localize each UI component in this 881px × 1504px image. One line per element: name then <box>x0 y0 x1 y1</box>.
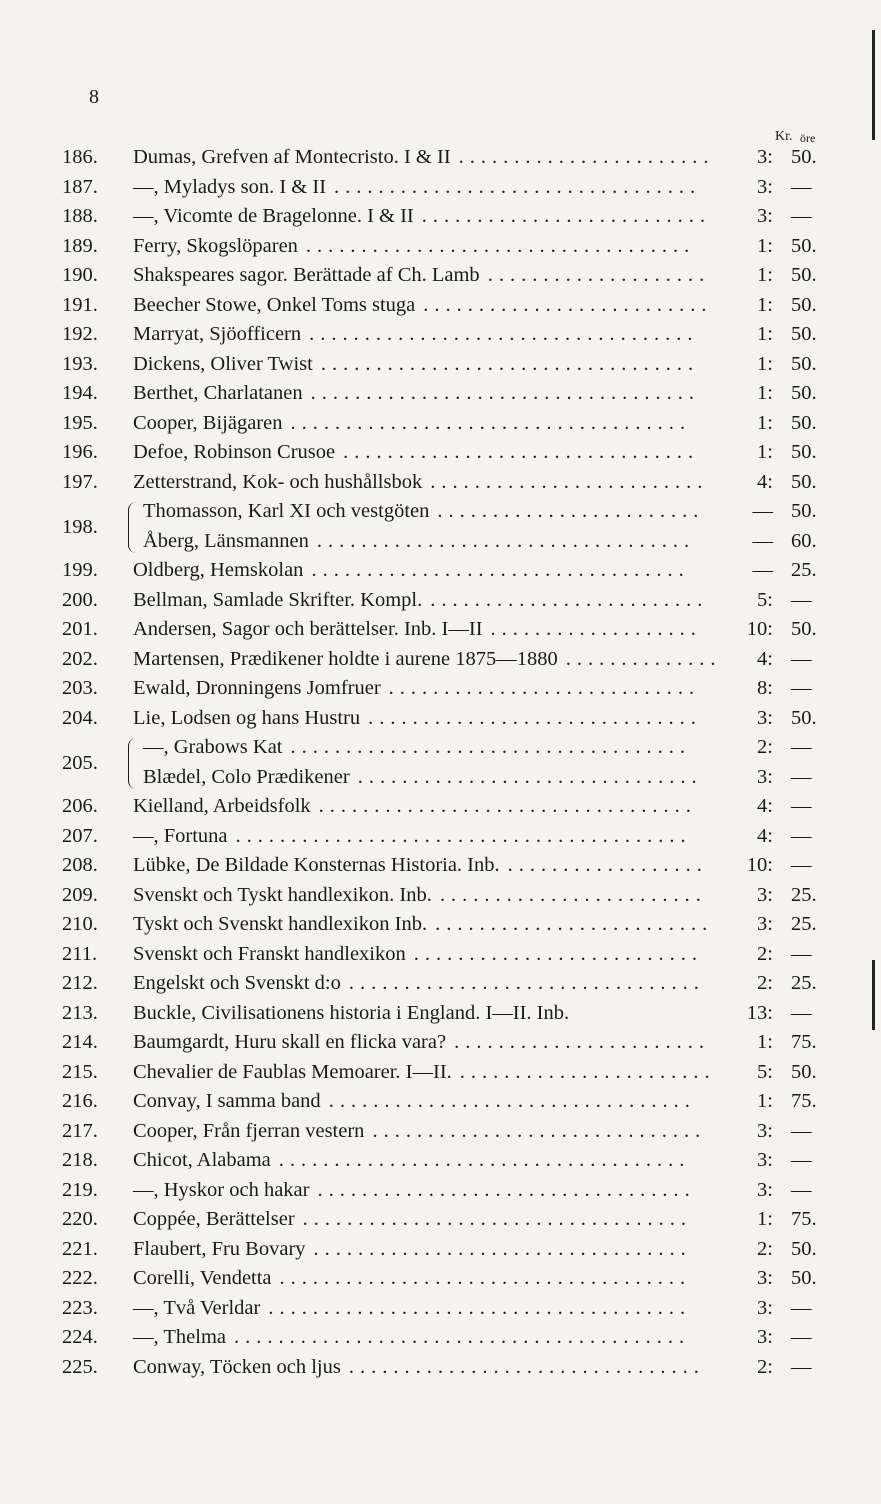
entry-title <box>133 707 702 730</box>
price-kronor: 8: <box>757 677 773 699</box>
dot-leader: ......................... <box>430 470 709 493</box>
entry-title <box>133 559 690 582</box>
entry-title-text: —, Hyskor och hakar <box>133 1178 310 1201</box>
entry-title-text: Engelskt och Svenskt d:o <box>133 972 341 994</box>
catalog-entry <box>0 940 881 970</box>
catalog-entry <box>0 1323 881 1353</box>
price-ore: 75. <box>791 1208 817 1230</box>
entry-title-text: Defoe, Robinson Crusoe <box>133 441 336 463</box>
catalog-entry <box>0 202 881 232</box>
dot-leader: .................... <box>487 264 711 286</box>
dot-leader: .................................... <box>290 736 691 758</box>
price-kronor: 1: <box>757 234 773 257</box>
price-ore: 60. <box>791 529 817 552</box>
price-ore: — <box>791 854 812 876</box>
price-ore: 25. <box>791 883 817 906</box>
entry-title-text: Baumgardt, Huru skall en flicka vara? <box>133 1031 447 1053</box>
price-ore: 50. <box>791 1060 817 1083</box>
dot-leader: ................................ <box>348 1355 705 1378</box>
entry-title <box>133 353 699 376</box>
price-ore: — <box>791 1001 812 1024</box>
dot-leader: ..................................... <box>279 1267 692 1289</box>
entry-title <box>133 235 695 258</box>
dot-leader: ............................... <box>357 765 703 788</box>
entry-title-text: —, Grabows Kat <box>143 736 283 758</box>
entry-title <box>133 1090 696 1113</box>
entry-number: 205. <box>62 751 98 774</box>
dot-leader: ......................................... <box>234 1326 691 1348</box>
catalog-entry <box>0 704 881 734</box>
price-kronor: 4: <box>757 647 773 670</box>
entry-title-text: Corelli, Vendetta <box>133 1267 272 1289</box>
catalog-entry <box>0 1087 881 1117</box>
entry-title-text: Åberg, Länsmannen <box>143 529 309 552</box>
entry-number: 211. <box>62 942 98 965</box>
dot-leader: .................................. <box>316 529 696 552</box>
dot-leader: .................. <box>507 854 708 876</box>
entry-number: 198. <box>62 515 98 538</box>
price-ore: 50. <box>791 706 817 729</box>
entry-title-text: Zetterstrand, Kok- och hushållsbok <box>133 470 423 493</box>
catalog-entry <box>0 1294 881 1324</box>
entry-number: 225. <box>62 1355 98 1378</box>
dot-leader: ................................ <box>343 441 700 463</box>
price-ore: — <box>791 824 812 847</box>
dot-leader: .................................. <box>320 352 700 375</box>
entry-title-text: Ferry, Skogslöparen <box>133 234 298 257</box>
ore-column-header: öre <box>800 131 816 145</box>
entry-title <box>133 1267 691 1290</box>
price-kronor: 1: <box>757 1090 773 1112</box>
price-ore: 25. <box>791 972 817 994</box>
catalog-entry <box>0 999 881 1029</box>
dot-leader: ................................... <box>309 323 699 345</box>
entry-number: 210. <box>62 913 98 935</box>
entry-title <box>133 1238 692 1261</box>
catalog-entry <box>0 1264 881 1294</box>
entry-number: 222. <box>62 1267 98 1289</box>
price-kronor: 3: <box>757 1149 773 1171</box>
entry-number: 190. <box>62 264 98 286</box>
entry-number: 221. <box>62 1237 98 1260</box>
price-kronor: 3: <box>757 175 773 198</box>
price-kronor: 3: <box>757 883 773 906</box>
entry-title-text: Kielland, Arbeidsfolk <box>133 795 311 817</box>
entry-title <box>133 1031 710 1054</box>
dot-leader: ...................................... <box>268 1296 692 1319</box>
price-kronor: 3: <box>757 1267 773 1289</box>
price-ore: 50. <box>791 382 817 404</box>
catalog-entry <box>0 1235 881 1265</box>
entry-title <box>133 884 707 907</box>
catalog-entry <box>0 556 881 586</box>
entry-title <box>133 677 700 700</box>
price-kronor: 10: <box>746 618 773 640</box>
catalog-entry <box>0 792 881 822</box>
price-kronor: 3: <box>757 1326 773 1348</box>
dot-leader: ................................... <box>310 382 701 404</box>
entry-number: 218. <box>62 1149 98 1171</box>
price-kronor: 1: <box>757 352 773 375</box>
price-ore: — <box>791 205 812 227</box>
price-ore: 50. <box>791 293 817 316</box>
group-brace <box>128 738 137 789</box>
price-kronor: 13: <box>746 1001 773 1024</box>
entry-title-text: Svenskt och Franskt handlexikon <box>133 942 406 965</box>
catalog-entry <box>0 645 881 675</box>
price-kronor: 2: <box>757 1237 773 1260</box>
price-ore: 75. <box>791 1090 817 1112</box>
entry-title-text: Buckle, Civilisationens historia i England. I—II. Inb. <box>133 1001 570 1024</box>
catalog-entry <box>0 615 881 645</box>
price-ore: 50. <box>791 500 817 522</box>
page-edge-mark <box>872 960 875 1030</box>
price-ore: 50. <box>791 1267 817 1289</box>
dot-leader: ............................ <box>388 677 701 699</box>
dot-leader: ................................... <box>305 234 696 257</box>
price-kronor: 4: <box>757 824 773 847</box>
catalog-entry <box>0 1205 881 1235</box>
page-edge-mark <box>872 30 875 140</box>
dot-leader: ....................... <box>454 1031 710 1053</box>
price-kronor: 1: <box>757 323 773 345</box>
dot-leader: ................................. <box>328 1090 696 1112</box>
entry-number: 224. <box>62 1326 98 1348</box>
entry-title-text: Thomasson, Karl XI och vestgöten <box>143 500 430 522</box>
price-ore: — <box>791 1149 812 1171</box>
price-ore: — <box>791 795 812 817</box>
entry-title-text: Oldberg, Hemskolan <box>133 559 304 581</box>
entry-number: 197. <box>62 470 98 493</box>
entry-title-text: Cooper, Bijägaren <box>133 411 283 434</box>
entry-number: 213. <box>62 1001 98 1024</box>
entry-title <box>133 1356 705 1379</box>
price-ore: 50. <box>791 1237 817 1260</box>
entry-title-text: Ewald, Dronningens Jomfruer <box>133 677 381 699</box>
catalog-entry <box>0 851 881 881</box>
price-ore: — <box>791 942 812 965</box>
dot-leader: .................................. <box>313 1237 692 1260</box>
price-kronor: 4: <box>757 470 773 493</box>
catalog-entry <box>0 1117 881 1147</box>
entry-title <box>133 1149 690 1172</box>
entry-title <box>133 1208 692 1231</box>
catalog-entry <box>0 1058 881 1088</box>
dot-leader: .................................. <box>317 1178 696 1201</box>
kr-column-header: Kr. <box>775 129 793 144</box>
entry-number: 202. <box>62 647 98 670</box>
entry-number: 220. <box>62 1208 98 1230</box>
price-ore: 50. <box>791 470 817 493</box>
entry-title-text: Marryat, Sjöofficern <box>133 323 302 345</box>
entry-title <box>133 648 721 671</box>
entry-title <box>133 589 708 612</box>
price-ore: — <box>791 647 812 670</box>
price-ore: 25. <box>791 913 817 935</box>
entry-number: 188. <box>62 205 98 227</box>
price-ore: 50. <box>791 323 817 345</box>
dot-leader: .............................. <box>368 706 702 729</box>
dot-leader: .......................... <box>423 293 713 316</box>
catalog-entry <box>0 881 881 911</box>
entry-number: 187. <box>62 175 98 198</box>
entry-title-text: Blædel, Colo Prædikener <box>143 765 350 788</box>
dot-leader: ................................ <box>348 972 705 994</box>
entry-number: 216. <box>62 1090 98 1112</box>
dot-leader: ......................... <box>435 913 714 935</box>
price-kronor: 1: <box>757 411 773 434</box>
catalog-entry <box>0 438 881 468</box>
price-ore: — <box>791 175 812 198</box>
entry-title-text: —, Vicomte de Bragelonne. I & II <box>133 205 414 227</box>
price-ore: — <box>791 765 812 788</box>
dot-leader: .................................. <box>311 559 690 581</box>
entry-title <box>133 441 699 464</box>
entry-number: 209. <box>62 883 98 906</box>
entry-number: 206. <box>62 795 98 817</box>
entry-title-text: Lie, Lodsen og hans Hustru <box>133 706 361 729</box>
price-kronor: 3: <box>757 1178 773 1201</box>
entry-title <box>133 618 702 641</box>
entry-number: 214. <box>62 1031 98 1053</box>
catalog-entry <box>0 261 881 291</box>
entry-title <box>133 1179 696 1202</box>
catalog-entry <box>0 468 881 498</box>
price-kronor: 3: <box>757 146 773 168</box>
entry-title <box>133 471 708 494</box>
entry-title-text: Cooper, Från fjerran vestern <box>133 1119 365 1142</box>
price-kronor: 3: <box>757 706 773 729</box>
price-kronor: 5: <box>757 588 773 611</box>
dot-leader: ........................ <box>437 500 705 522</box>
entry-title <box>133 382 700 405</box>
catalog-entry <box>0 1146 881 1176</box>
catalog-entry <box>0 409 881 439</box>
entry-title-text: Lübke, De Bildade Konsternas Historia. Inb. <box>133 854 500 876</box>
price-ore: — <box>791 677 812 699</box>
entry-title <box>143 530 695 553</box>
entry-number: 186. <box>62 146 98 168</box>
price-ore: — <box>791 1296 812 1319</box>
catalog-entry <box>0 910 881 940</box>
price-ore: 50. <box>791 264 817 286</box>
entry-title-text: Berthet, Charlatanen <box>133 382 303 404</box>
price-kronor: 2: <box>757 942 773 965</box>
entry-title-text: Tyskt och Svenskt handlexikon Inb. <box>133 913 428 935</box>
dot-leader: ....................... <box>459 1060 716 1083</box>
entry-number: 212. <box>62 972 98 994</box>
entry-title <box>143 766 703 789</box>
catalog-entry <box>0 586 881 616</box>
catalog-entry <box>0 822 881 852</box>
entry-title-text: Chicot, Alabama <box>133 1149 271 1171</box>
entry-title-text: Shakspeares sagor. Berättade af Ch. Lamb <box>133 264 480 286</box>
dot-leader: ........................ <box>439 883 707 906</box>
entry-number: 217. <box>62 1119 98 1142</box>
price-kronor: 1: <box>757 441 773 463</box>
entry-title <box>133 205 711 228</box>
entry-title <box>133 146 715 169</box>
price-kronor: — <box>752 529 773 552</box>
entry-title-text: —, Fortuna <box>133 824 228 847</box>
catalog-entry <box>0 969 881 999</box>
price-kronor: 1: <box>757 264 773 286</box>
entry-title <box>133 913 713 936</box>
entry-title-text: —, Två Verldar <box>133 1296 261 1319</box>
entry-title <box>143 500 704 523</box>
entry-title-text: Convay, I samma band <box>133 1090 321 1112</box>
entry-title-text: Martensen, Prædikener holdte i aurene 1875—1880 <box>133 647 558 670</box>
entry-number: 189. <box>62 234 98 257</box>
page-number: 8 <box>89 86 99 108</box>
dot-leader: ................................. <box>334 175 702 198</box>
catalog-entry <box>0 173 881 203</box>
entry-title <box>133 1120 706 1143</box>
price-kronor: 3: <box>757 913 773 935</box>
entry-title-text: —, Thelma <box>133 1326 226 1348</box>
entry-number: 200. <box>62 588 98 611</box>
price-kronor: 3: <box>757 765 773 788</box>
entry-number: 192. <box>62 323 98 345</box>
entry-number: 203. <box>62 677 98 699</box>
dot-leader: .................................... <box>290 411 691 434</box>
dot-leader: ......................................... <box>235 824 692 847</box>
price-kronor: 2: <box>757 736 773 758</box>
entry-title <box>133 854 708 877</box>
entry-title <box>133 972 705 995</box>
entry-title-text: Dumas, Grefven af Montecristo. I & II <box>133 146 451 168</box>
entry-title <box>133 264 710 287</box>
entry-title <box>133 412 691 435</box>
price-kronor: 3: <box>757 1296 773 1319</box>
price-kronor: 2: <box>757 972 773 994</box>
entry-title-text: Coppée, Berättelser <box>133 1208 295 1230</box>
catalog-entry <box>0 232 881 262</box>
price-kronor: 10: <box>746 854 773 876</box>
entry-number: 208. <box>62 854 98 876</box>
price-ore: — <box>791 1355 812 1378</box>
entry-title <box>133 1002 569 1025</box>
catalog-entry <box>0 1028 881 1058</box>
catalog-entry <box>0 350 881 380</box>
dot-leader: .......................... <box>421 205 712 227</box>
catalog-entry <box>0 320 881 350</box>
entry-title <box>133 176 701 199</box>
price-kronor: 2: <box>757 1355 773 1378</box>
entry-number: 204. <box>62 706 98 729</box>
entry-title <box>133 323 699 346</box>
price-ore: 50. <box>791 234 817 257</box>
price-ore: — <box>791 588 812 611</box>
group-brace <box>128 502 137 553</box>
entry-number: 219. <box>62 1178 98 1201</box>
price-kronor: — <box>752 500 773 522</box>
dot-leader: ................... <box>490 618 702 640</box>
entry-title <box>133 943 703 966</box>
entry-title-text: Beecher Stowe, Onkel Toms stuga <box>133 293 416 316</box>
entry-number: 195. <box>62 411 98 434</box>
price-ore: — <box>791 1326 812 1348</box>
price-kronor: 5: <box>757 1060 773 1083</box>
entry-number: 191. <box>62 293 98 316</box>
entry-title <box>133 1061 716 1084</box>
price-kronor: 1: <box>757 1031 773 1053</box>
entry-title <box>133 795 697 818</box>
entry-title-text: Chevalier de Faublas Memoarer. I—II. <box>133 1060 452 1083</box>
entry-title-text: Svenskt och Tyskt handlexikon. Inb. <box>133 883 432 906</box>
entry-number: 199. <box>62 559 98 581</box>
entry-title-text: Dickens, Oliver Twist <box>133 352 313 375</box>
entry-title-text: Flaubert, Fru Bovary <box>133 1237 306 1260</box>
entry-title-text: —, Myladys son. I & II <box>133 175 327 198</box>
entry-number: 223. <box>62 1296 98 1319</box>
price-kronor: 4: <box>757 795 773 817</box>
catalog-entry <box>0 291 881 321</box>
price-ore: — <box>791 1119 812 1142</box>
dot-leader: ................................... <box>302 1208 693 1230</box>
dot-leader: .............................. <box>372 1119 707 1142</box>
dot-leader: ..................................... <box>278 1149 691 1171</box>
catalog-entry <box>0 674 881 704</box>
price-ore: 50. <box>791 441 817 463</box>
price-ore: 50. <box>791 618 817 640</box>
price-ore: 50. <box>791 352 817 375</box>
price-ore: 75. <box>791 1031 817 1053</box>
dot-leader: ....................... <box>458 146 715 168</box>
dot-leader: .......................... <box>413 942 703 965</box>
price-ore: 50. <box>791 146 817 168</box>
price-kronor: 3: <box>757 1119 773 1142</box>
catalog-entry <box>0 1176 881 1206</box>
price-kronor: 1: <box>757 293 773 316</box>
dot-leader: .............. <box>565 647 722 670</box>
entry-title <box>133 1326 690 1349</box>
entry-title <box>133 1297 691 1320</box>
entry-number: 194. <box>62 382 98 404</box>
price-kronor: 1: <box>757 382 773 404</box>
price-kronor: 3: <box>757 205 773 227</box>
price-ore: 50. <box>791 411 817 434</box>
price-ore: — <box>791 1178 812 1201</box>
entry-number: 193. <box>62 352 98 375</box>
entry-title-text: Conway, Töcken och ljus <box>133 1355 341 1378</box>
catalog-list <box>0 143 881 1382</box>
entry-title <box>133 294 713 317</box>
entry-number: 207. <box>62 824 98 847</box>
price-kronor: 1: <box>757 1208 773 1230</box>
catalog-entry <box>0 379 881 409</box>
catalog-entry <box>0 143 881 173</box>
entry-title <box>133 825 692 848</box>
catalog-entry <box>0 1353 881 1383</box>
entry-number: 201. <box>62 618 98 640</box>
entry-number: 196. <box>62 441 98 463</box>
price-ore: 25. <box>791 559 817 581</box>
entry-title <box>143 736 691 759</box>
price-ore: — <box>791 736 812 758</box>
price-kronor: — <box>752 559 773 581</box>
entry-title-text: Andersen, Sagor och berättelser. Inb. I—II <box>133 618 483 640</box>
dot-leader: .................................. <box>318 795 697 817</box>
entry-title-text: Bellman, Samlade Skrifter. Kompl. <box>133 588 423 611</box>
dot-leader: ......................... <box>430 588 709 611</box>
entry-number: 215. <box>62 1060 98 1083</box>
